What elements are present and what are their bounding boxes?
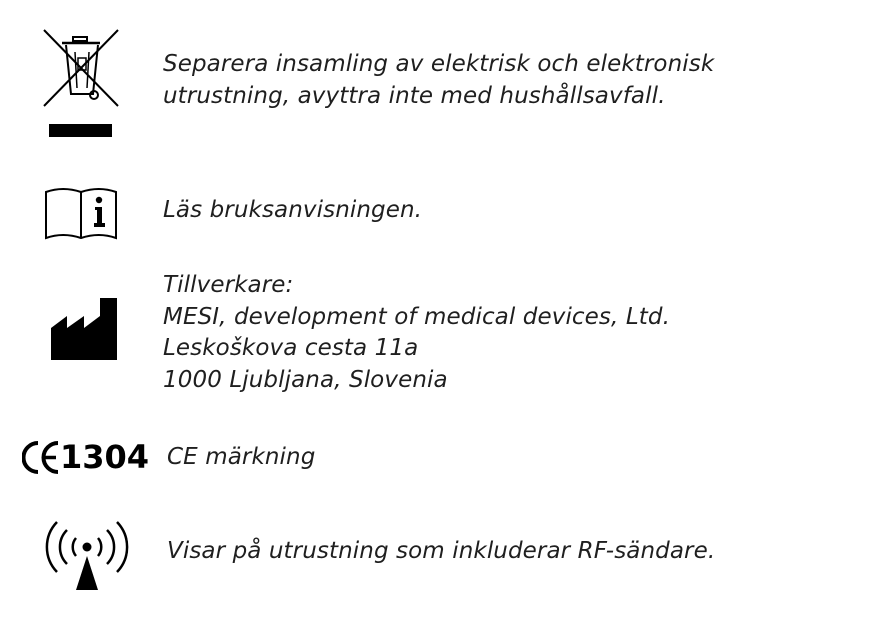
ce-description bbox=[167, 442, 315, 474]
weee-description-line-2: utrustning, avyttra inte med hushållsavfall. bbox=[163, 82, 666, 109]
instructions-book-info-icon bbox=[43, 186, 119, 242]
instructions-description-line-1: Läs bruksanvisningen. bbox=[163, 197, 423, 223]
manufacturer-factory-icon bbox=[50, 298, 118, 360]
non-ionizing-radiation-icon bbox=[42, 514, 132, 592]
manufacturer-street: Leskoškova cesta 11a bbox=[163, 335, 419, 361]
ce-description-line-1: CE märkning bbox=[167, 444, 316, 470]
instructions-description bbox=[163, 195, 422, 227]
manufacturer-name: MESI, development of medical devices, Ltd. bbox=[163, 303, 670, 330]
weee-description-line-1: Separera insamling av elektrisk och elektronisk bbox=[163, 51, 715, 77]
weee-crossed-bin-icon bbox=[38, 28, 122, 140]
manufacturer-description bbox=[163, 270, 670, 396]
weee-description bbox=[163, 49, 714, 112]
rf-description bbox=[167, 536, 715, 568]
ce-mark-icon bbox=[22, 438, 150, 477]
manufacturer-label: Tillverkare: bbox=[163, 272, 294, 298]
manufacturer-city: 1000 Ljubljana, Slovenia bbox=[163, 366, 448, 393]
ce-notified-body-number: 1304 bbox=[60, 438, 150, 476]
rf-description-line-1: Visar på utrustning som inkluderar RF-sändare. bbox=[167, 538, 716, 564]
